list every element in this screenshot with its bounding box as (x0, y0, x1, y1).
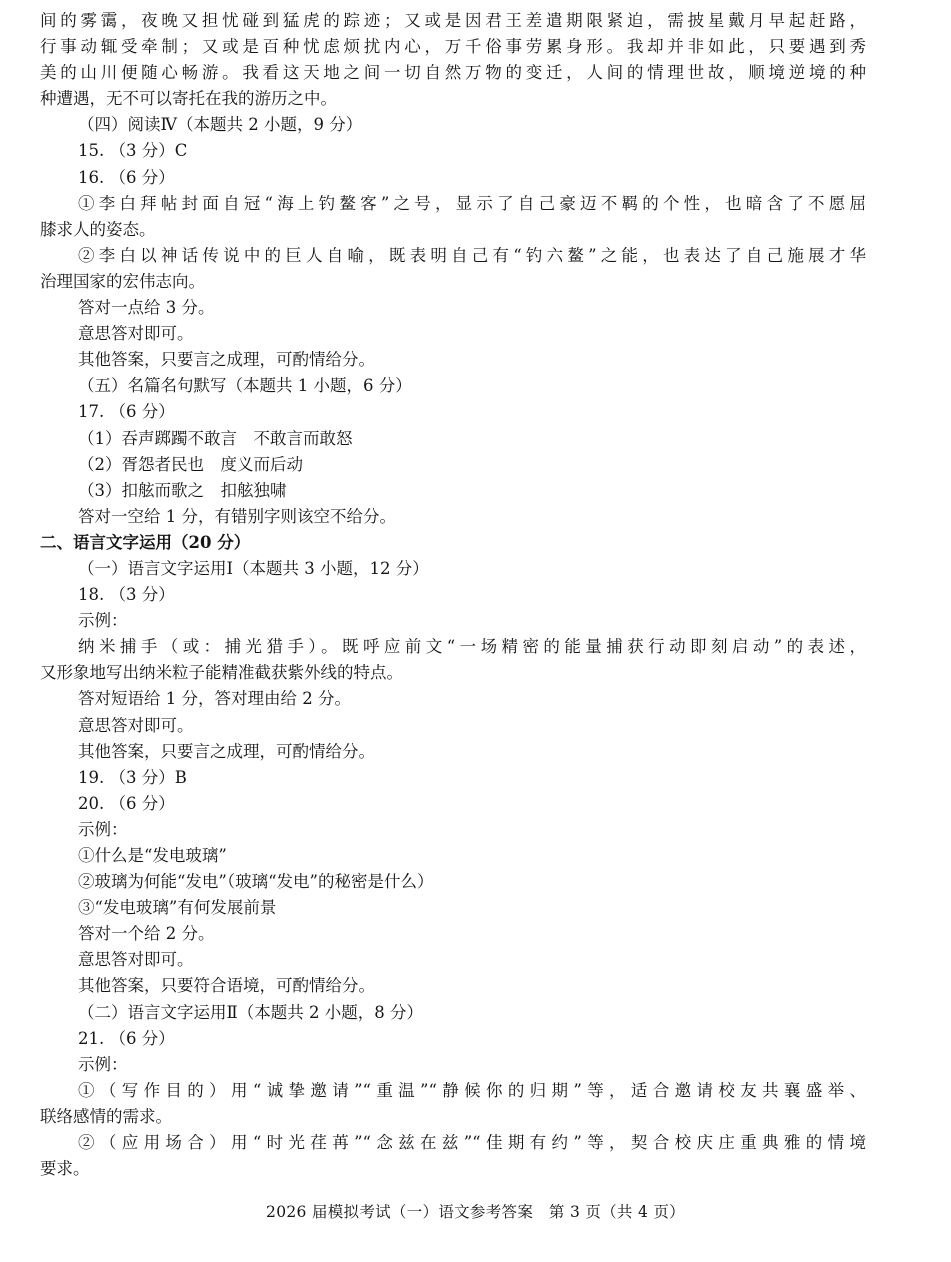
text-line: 答对一点给 3 分。 (78, 298, 215, 318)
text-line: 行事动辄受牵制；又或是百种忧虑烦扰内心，万千俗事劳累身形。我却并非如此，只要遇到秀 (40, 37, 866, 57)
text-line: 意思答对即可。 (78, 950, 194, 970)
text-line: 种遭遇，无不可以寄托在我的游历之中。 (40, 89, 337, 109)
text-line: 纳米捕手（或：捕光猎手）。既呼应前文“一场精密的能量捕获行动即刻启动”的表述， (78, 637, 866, 657)
text-line: （五）名篇名句默写（本题共 1 小题，6 分） (78, 376, 412, 396)
text-line: 治理国家的宏伟志向。 (40, 271, 205, 291)
text-line: （四）阅读Ⅳ（本题共 2 小题，9 分） (78, 115, 363, 135)
text-line: 21. （6 分） (78, 1028, 175, 1048)
text-line: 示例： (78, 1054, 128, 1074)
page-footer: 2026 届模拟考试（一）语文参考答案 第 3 页（共 4 页） (266, 1203, 685, 1221)
text-line: 15. （3 分）C (78, 141, 188, 161)
section-heading: 二、语言文字运用（20 分） (40, 532, 251, 552)
text-line: ③“发电玻璃”有何发展前景 (78, 898, 277, 918)
text-line: ②（应用场合）用“时光荏苒”“念兹在兹”“佳期有约”等，契合校庆庄重典雅的情境 (78, 1133, 866, 1153)
text-line: 联络感情的需求。 (40, 1106, 172, 1126)
text-line: ①什么是“发电玻璃” (78, 846, 227, 865)
text-line: 间的雾霭，夜晚又担忧碰到猛虎的踪迹；又或是因君王差遣期限紧迫，需披星戴月早起赶路， (40, 11, 866, 30)
text-line: ①（写作目的）用“诚挚邀请”“重温”“静候你的归期”等，适合邀请校友共襄盛举、 (78, 1080, 866, 1100)
text-line: 17. （6 分） (78, 402, 175, 422)
text-line: 其他答案，只要符合语境，可酌情给分。 (78, 976, 375, 996)
text-line: 意思答对即可。 (78, 324, 194, 344)
text-line: 美的山川便随心畅游。我看这天地之间一切自然万物的变迁，人间的情理世故，顺境逆境的种 (40, 63, 866, 83)
text-line: 又形象地写出纳米粒子能精准截获紫外线的特点。 (40, 663, 403, 683)
text-line: 答对一空给 1 分，有错别字则该空不给分。 (78, 506, 396, 526)
text-line: 膝求人的姿态。 (40, 219, 156, 239)
text-line: 16. （6 分） (78, 167, 175, 187)
text-line: 19. （3 分）B (78, 767, 187, 787)
text-line: 答对短语给 1 分，答对理由给 2 分。 (78, 689, 351, 709)
text-line: 其他答案，只要言之成理，可酌情给分。 (78, 741, 375, 761)
text-line: 20. （6 分） (78, 793, 175, 813)
text-line: 意思答对即可。 (78, 715, 194, 735)
text-line: 示例： (78, 611, 128, 631)
text-line: （3）扣舷而歌之 扣舷独啸 (78, 480, 287, 500)
text-line: 要求。 (40, 1159, 90, 1179)
text-line: （2）胥怨者民也 度义而后动 (78, 454, 303, 474)
text-line: ②玻璃为何能“发电”（玻璃“发电”的秘密是什么） (78, 872, 434, 892)
text-line: ②李白以神话传说中的巨人自喻，既表明自己有“钓六鳌”之能，也表达了自己施展才华 (78, 245, 866, 265)
text-line: 示例： (78, 819, 128, 839)
text-line: 答对一个给 2 分。 (78, 924, 215, 944)
text-line: （1）吞声踯躅不敢言 不敢言而敢怒 (78, 428, 353, 448)
text-line: 其他答案，只要言之成理，可酌情给分。 (78, 350, 375, 370)
answer-key-body (40, 8, 866, 1182)
text-line: （一）语言文字运用Ⅰ（本题共 3 小题，12 分） (78, 558, 429, 578)
text-line: （二）语言文字运用Ⅱ（本题共 2 小题，8 分） (78, 1002, 423, 1022)
text-line: 18. （3 分） (78, 585, 175, 605)
text-line: ①李白拜帖封面自冠“海上钓鳌客”之号，显示了自己豪迈不羁的个性，也暗含了不愿屈 (78, 193, 866, 213)
